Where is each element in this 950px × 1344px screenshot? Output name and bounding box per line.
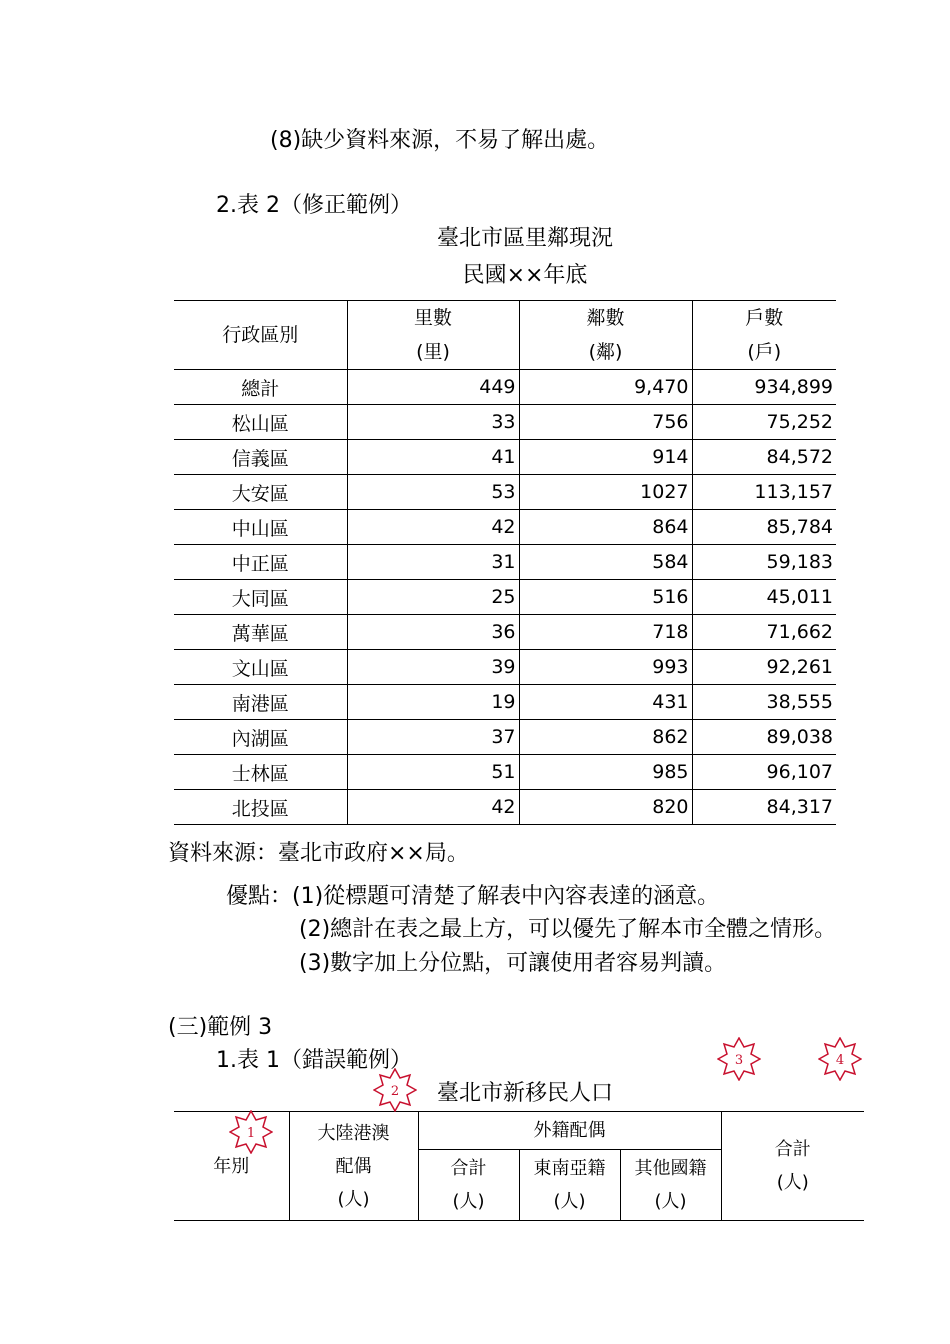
cell-villages: 36 <box>347 615 519 650</box>
header-households: 戶數 (戶) <box>692 301 836 370</box>
cell-villages: 33 <box>347 405 519 440</box>
badge-2-label: 2 <box>390 1084 400 1099</box>
cell-district: 信義區 <box>174 440 347 475</box>
cell-households: 84,572 <box>692 440 836 475</box>
header-year: 年別 <box>174 1112 289 1221</box>
cell-neighborhoods: 1027 <box>519 475 692 510</box>
table-title: 臺北市區里鄰現況 <box>436 226 613 251</box>
cell-neighborhoods: 516 <box>519 580 692 615</box>
badge-3-label: 3 <box>734 1053 744 1068</box>
cell-households: 934,899 <box>692 370 836 405</box>
table-row <box>174 650 836 685</box>
merit-1: 優點：(1)從標題可清楚了解表中內容表達的涵意。 <box>226 884 720 909</box>
cell-neighborhoods: 993 <box>519 650 692 685</box>
cell-neighborhoods: 9,470 <box>519 370 692 405</box>
cell-villages: 449 <box>347 370 519 405</box>
header-other-nationality: 其他國籍 (人) <box>620 1150 721 1221</box>
new-immigrant-table <box>174 1111 864 1221</box>
cell-district: 萬華區 <box>174 615 347 650</box>
cell-district: 南港區 <box>174 685 347 720</box>
table-row <box>174 405 836 440</box>
badge-2-icon <box>373 1068 417 1112</box>
table-row <box>174 580 836 615</box>
cell-villages: 37 <box>347 720 519 755</box>
merit-2: (2)總計在表之最上方，可以優先了解本市全體之情形。 <box>299 917 837 942</box>
cell-villages: 42 <box>347 510 519 545</box>
cell-district: 士林區 <box>174 755 347 790</box>
cell-district: 北投區 <box>174 790 347 825</box>
section-heading-table1: 1.表 1（錯誤範例） <box>216 1048 412 1073</box>
cell-households: 92,261 <box>692 650 836 685</box>
cell-neighborhoods: 431 <box>519 685 692 720</box>
cell-villages: 51 <box>347 755 519 790</box>
cell-villages: 25 <box>347 580 519 615</box>
table-row <box>174 720 836 755</box>
table-row <box>174 510 836 545</box>
cell-villages: 42 <box>347 790 519 825</box>
table-header-row <box>174 301 836 370</box>
table-subtitle: 民國××年底 <box>462 263 588 288</box>
header-southeast-asian: 東南亞籍 (人) <box>519 1150 620 1221</box>
section-heading-table2: 2.表 2（修正範例） <box>216 193 412 218</box>
cell-households: 89,038 <box>692 720 836 755</box>
cell-households: 75,252 <box>692 405 836 440</box>
cell-district: 大同區 <box>174 580 347 615</box>
table2-title: 臺北市新移民人口 <box>436 1081 613 1106</box>
table-row <box>174 440 836 475</box>
cell-households: 71,662 <box>692 615 836 650</box>
badge-4-icon <box>818 1037 862 1081</box>
cell-neighborhoods: 584 <box>519 545 692 580</box>
deficiency-8: (8)缺少資料來源，不易了解出處。 <box>270 128 610 153</box>
cell-households: 96,107 <box>692 755 836 790</box>
badge-1-label: 1 <box>246 1126 256 1141</box>
table-row <box>174 685 836 720</box>
cell-villages: 31 <box>347 545 519 580</box>
cell-households: 84,317 <box>692 790 836 825</box>
cell-district: 中山區 <box>174 510 347 545</box>
badge-1-icon <box>229 1110 273 1154</box>
header-foreign-spouse: 外籍配偶 <box>418 1112 721 1150</box>
cell-neighborhoods: 985 <box>519 755 692 790</box>
cell-villages: 41 <box>347 440 519 475</box>
cell-district: 總計 <box>174 370 347 405</box>
village-neighborhood-table <box>174 300 836 825</box>
table-row <box>174 790 836 825</box>
header-villages: 里數 (里) <box>347 301 519 370</box>
cell-neighborhoods: 820 <box>519 790 692 825</box>
cell-neighborhoods: 756 <box>519 405 692 440</box>
data-source: 資料來源：臺北市政府××局。 <box>168 841 469 866</box>
cell-households: 113,157 <box>692 475 836 510</box>
header-mainland-spouse: 大陸港澳 配偶 (人) <box>289 1112 418 1221</box>
cell-neighborhoods: 862 <box>519 720 692 755</box>
example-3-heading: (三)範例 3 <box>168 1015 273 1040</box>
cell-neighborhoods: 864 <box>519 510 692 545</box>
cell-households: 45,011 <box>692 580 836 615</box>
cell-villages: 53 <box>347 475 519 510</box>
cell-district: 內湖區 <box>174 720 347 755</box>
badge-3-icon <box>717 1037 761 1081</box>
cell-neighborhoods: 914 <box>519 440 692 475</box>
cell-district: 中正區 <box>174 545 347 580</box>
cell-households: 85,784 <box>692 510 836 545</box>
header-foreign-subtotal: 合計 (人) <box>418 1150 519 1221</box>
cell-district: 文山區 <box>174 650 347 685</box>
cell-villages: 39 <box>347 650 519 685</box>
cell-neighborhoods: 718 <box>519 615 692 650</box>
cell-households: 38,555 <box>692 685 836 720</box>
table-row <box>174 370 836 405</box>
table-row <box>174 475 836 510</box>
cell-households: 59,183 <box>692 545 836 580</box>
table-row <box>174 755 836 790</box>
table-row <box>174 545 836 580</box>
header-neighborhoods: 鄰數 (鄰) <box>519 301 692 370</box>
badge-4-label: 4 <box>835 1053 845 1068</box>
header-district: 行政區別 <box>174 301 347 370</box>
header-total: 合計 (人) <box>721 1112 864 1221</box>
cell-district: 大安區 <box>174 475 347 510</box>
cell-villages: 19 <box>347 685 519 720</box>
cell-district: 松山區 <box>174 405 347 440</box>
table-row <box>174 615 836 650</box>
merit-3: (3)數字加上分位點，可讓使用者容易判讀。 <box>299 951 727 976</box>
